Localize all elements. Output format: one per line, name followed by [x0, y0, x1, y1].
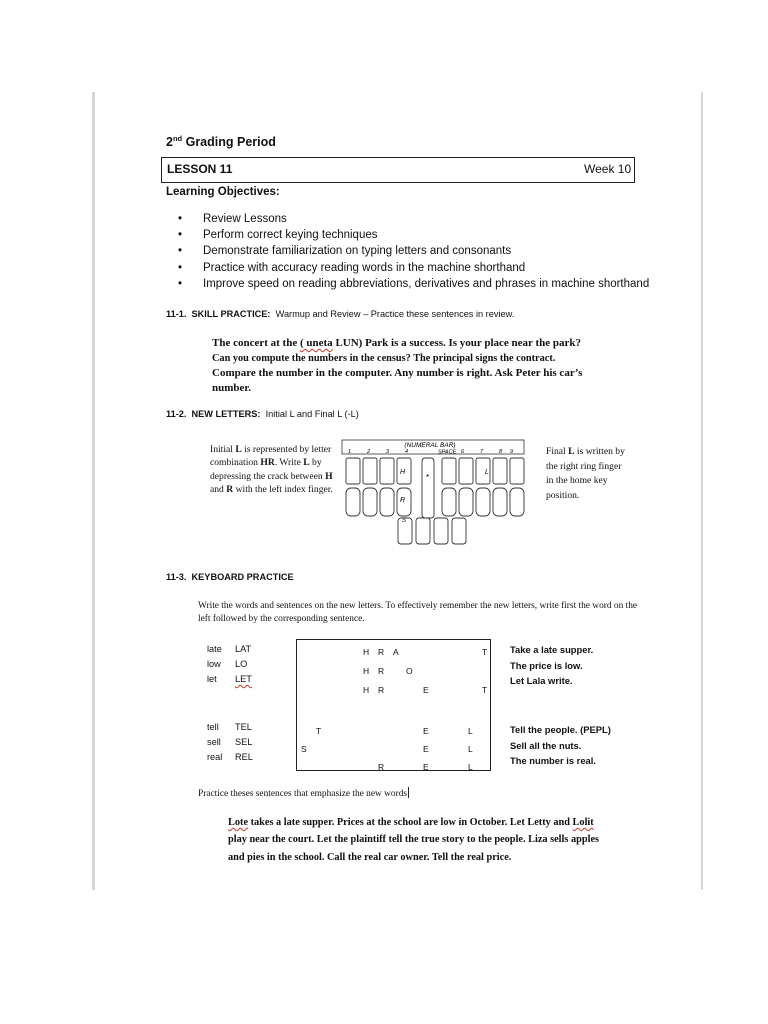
- key-r-label: R: [400, 497, 406, 504]
- number-key: 8: [499, 449, 503, 455]
- number-key: 2: [367, 449, 371, 455]
- misspelled-word: ( uneta: [299, 337, 333, 349]
- phrase: Tell the people. (PEPL): [510, 724, 611, 735]
- phrase-list-2: [510, 722, 611, 769]
- word-row: real REL: [207, 752, 253, 762]
- numeral-bar-label: (NUMERAL BAR): [404, 442, 456, 449]
- text-cursor: [408, 787, 409, 798]
- initial-l-description: Initial L is represented by letter combination HR. Write L by depressing the crack between H and R with the left index finger.: [210, 444, 333, 496]
- grading-period-title: 2nd Grading Period: [166, 134, 276, 150]
- lesson-title: LESSON 11: [167, 162, 233, 176]
- number-key: 1: [348, 449, 352, 455]
- word-row: sell SEL: [207, 737, 253, 747]
- word-row: tell TEL: [207, 722, 252, 732]
- new-words-practice-paragraph: Lote takes a late supper. Prices at the school are low in October. Let Letty and Lolit play near the court. Let the plaintiff tell the true story to the people. Liza sells apples and pies in the school. Call the real car owner. Tell the real price.: [228, 817, 600, 863]
- steno-practice-grid: H R A T H R O H R E T T E L S E L R E L: [296, 639, 491, 771]
- objective-item: • Perform correct keying techniques: [176, 227, 646, 243]
- skill-practice-paragraph: The concert at the ( uneta LUN) Park is a success. Is your place near the park? Can you compute the numbers in the census? The principal signs the contract. Compare the number in the computer. Any number is right. Ask Peter his car’s number.: [212, 337, 583, 394]
- key-l-label: L: [485, 469, 489, 476]
- section-heading-new-letters: 11-2. NEW LETTERS: Initial L and Final L (-L): [166, 409, 359, 419]
- page-border-left: [92, 92, 95, 890]
- key-h-label: H: [400, 469, 406, 476]
- steno-keyboard-diagram: [340, 436, 540, 548]
- word-list-1: [207, 642, 252, 687]
- space-label: SPACE: [438, 449, 457, 456]
- word-row: low LO: [207, 659, 248, 669]
- final-l-description: Final L is written by the right ring finger in the home key position.: [546, 446, 625, 501]
- objective-item: • Demonstrate familiarization on typing letters and consonants: [176, 243, 646, 259]
- objectives-heading: Learning Objectives:: [166, 186, 280, 198]
- bottom-row-keys: [346, 488, 524, 516]
- vowel-keys: [398, 518, 466, 544]
- phrase: Take a late supper.: [510, 644, 594, 655]
- week-label: Week 10: [584, 162, 632, 176]
- objectives-list: [176, 211, 650, 292]
- key-s-label: S: [402, 518, 407, 524]
- section-heading-skill-practice: 11-1. SKILL PRACTICE: Warmup and Review – Practice these sentences in review.: [166, 309, 515, 319]
- number-key: 7: [480, 449, 484, 455]
- objective-item: • Improve speed on reading abbreviations, derivatives and phrases in machine shorthand: [176, 276, 646, 292]
- practice-note: Practice theses sentences that emphasize the new words: [198, 789, 408, 799]
- number-key: 3: [386, 449, 390, 455]
- keyboard-practice-intro: Write the words and sentences on the new letters. To effectively remember the new letters, write first the word on the left followed by the corresponding sentence.: [198, 601, 638, 625]
- number-key: 9: [510, 449, 514, 455]
- number-key: 6: [461, 449, 465, 455]
- phrase: Sell all the nuts.: [510, 739, 582, 751]
- word-row: let LET: [207, 674, 252, 684]
- key-star-label: *: [426, 473, 430, 482]
- objective-item: • Review Lessons: [176, 211, 646, 227]
- word-list-2: [207, 720, 253, 765]
- phrase: The price is low.: [510, 659, 583, 671]
- phrase: The number is real.: [510, 755, 596, 767]
- phrase: Let Lala write.: [510, 675, 573, 687]
- phrase-list-1: [510, 642, 593, 689]
- page-border-right: [701, 92, 703, 890]
- section-heading-keyboard-practice: 11-3. KEYBOARD PRACTICE: [166, 572, 294, 582]
- number-key: 4: [405, 449, 409, 455]
- word-row: late LAT: [207, 644, 252, 654]
- objective-item: • Practice with accuracy reading words in the machine shorthand: [176, 260, 646, 276]
